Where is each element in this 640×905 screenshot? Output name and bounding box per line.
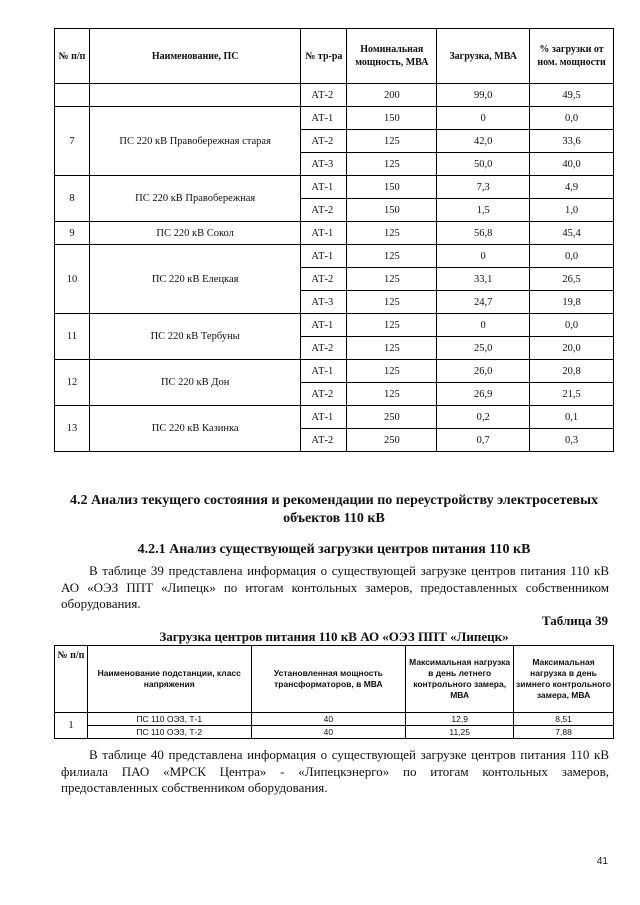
cell-transformer: АТ-2 [301,130,347,153]
col-header-rated-power: Номинальная мощность, МВА [347,29,437,84]
cell-transformer: АТ-1 [301,314,347,337]
cell-load: 25,0 [437,337,530,360]
col-header-summer-max-load: Максимальная нагрузка в день летнего контрольного замера, МВА [406,646,514,713]
cell-rated-power: 125 [347,130,437,153]
table-row [55,726,614,739]
cell-winter-load: 7,88 [514,726,614,739]
cell-transformer: АТ-1 [301,406,347,429]
row-number: 11 [55,314,90,360]
cell-substation-name [89,84,301,107]
cell-load: 7,3 [437,176,530,199]
cell-rated-power: 200 [347,84,437,107]
cell-substation-name: ПС 220 кВ Елецкая [89,245,301,314]
cell-transformer: АТ-2 [301,383,347,406]
cell-rated-power: 150 [347,176,437,199]
cell-load: 26,9 [437,383,530,406]
table-row [55,713,614,726]
cell-load-percent: 49,5 [530,84,614,107]
cell-rated-power: 250 [347,406,437,429]
cell-transformer: АТ-1 [301,222,347,245]
cell-installed-power: 40 [251,713,406,726]
row-number: 12 [55,360,90,406]
cell-rated-power: 125 [347,245,437,268]
cell-transformer: АТ-2 [301,337,347,360]
cell-substation-name: ПС 220 кВ Правобережная [89,176,301,222]
cell-load-percent: 0,0 [530,314,614,337]
table-row [55,107,614,130]
cell-load-percent: 0,3 [530,429,614,452]
table-body [55,84,614,452]
cell-load: 56,8 [437,222,530,245]
row-number: 9 [55,222,90,245]
col-header-load-percent: % загрузки от ном. мощности [530,29,614,84]
table-header-row [55,646,614,713]
cell-load: 0 [437,314,530,337]
cell-load: 0,7 [437,429,530,452]
cell-load: 99,0 [437,84,530,107]
paragraph-text: В таблице 40 представлена информация о существующей загрузке центров питания 110 кВ филиала ПАО «МРСК Центра» - «Липецкэнерго» по итогам контольных замеров, предоставленных собственником оборудования. [61,747,609,795]
cell-load-percent: 20,8 [530,360,614,383]
cell-winter-load: 8,51 [514,713,614,726]
paragraph-text: В таблице 39 представлена информация о существующей загрузке центров питания 110 кВ АО «ОЭЗ ППТ «Липецк» по итогам контольных замеров, предоставленных собственником оборудования. [61,563,609,611]
cell-substation-name: ПС 220 кВ Правобережная старая [89,107,301,176]
cell-substation-name: ПС 220 кВ Дон [89,360,301,406]
row-number: 13 [55,406,90,452]
cell-transformer: АТ-3 [301,291,347,314]
cell-summer-load: 11,25 [406,726,514,739]
cell-transformer: АТ-1 [301,360,347,383]
paragraph-table-39-intro [61,563,609,613]
col-header-name: Наименование, ПС [89,29,301,84]
cell-load: 50,0 [437,153,530,176]
cell-load-percent: 45,4 [530,222,614,245]
table-row [55,222,614,245]
cell-transformer: АТ-3 [301,153,347,176]
cell-load-percent: 1,0 [530,199,614,222]
cell-load: 1,5 [437,199,530,222]
table-row [55,314,614,337]
cell-load: 42,0 [437,130,530,153]
page-number: 41 [596,856,608,867]
row-number: 10 [55,245,90,314]
table-row [55,245,614,268]
cell-load: 0 [437,107,530,130]
table-header-row [55,29,614,84]
cell-load-percent: 4,9 [530,176,614,199]
col-header-number: № п/п [55,646,88,713]
cell-rated-power: 125 [347,360,437,383]
cell-transformer: АТ-1 [301,107,347,130]
cell-rated-power: 125 [347,314,437,337]
cell-load-percent: 26,5 [530,268,614,291]
cell-load-percent: 21,5 [530,383,614,406]
cell-summer-load: 12,9 [406,713,514,726]
table-body [55,713,614,739]
cell-load: 24,7 [437,291,530,314]
cell-transformer: АТ-2 [301,268,347,291]
col-header-winter-max-load: Максимальная нагрузка в день зимнего контрольного замера, МВА [514,646,614,713]
cell-installed-power: 40 [251,726,406,739]
cell-substation-name: ПС 220 кВ Тербуны [89,314,301,360]
cell-load: 0,2 [437,406,530,429]
cell-load-percent: 40,0 [530,153,614,176]
cell-rated-power: 250 [347,429,437,452]
cell-rated-power: 125 [347,383,437,406]
cell-load-percent: 19,8 [530,291,614,314]
cell-rated-power: 150 [347,107,437,130]
cell-load-percent: 0,0 [530,107,614,130]
cell-rated-power: 125 [347,153,437,176]
cell-rated-power: 125 [347,268,437,291]
substation-load-table-continued [54,28,614,452]
cell-substation-name: ПС 220 кВ Сокол [89,222,301,245]
col-header-substation: Наименование подстанции, класс напряжения [87,646,251,713]
table-row [55,360,614,383]
table-row [55,84,614,107]
cell-load-percent: 20,0 [530,337,614,360]
section-heading: 4.2 Анализ текущего состояния и рекомендации по переустройству электросетевых объектов 110 кВ [69,493,599,526]
cell-rated-power: 125 [347,291,437,314]
cell-rated-power: 125 [347,337,437,360]
cell-substation-name: ПС 220 кВ Казинка [89,406,301,452]
cell-transformer: АТ-2 [301,84,347,107]
cell-transformer: АТ-2 [301,429,347,452]
col-header-transformer: № тр-ра [301,29,347,84]
col-header-load: Загрузка, МВА [437,29,530,84]
cell-load-percent: 0,1 [530,406,614,429]
col-header-number: № п/п [55,29,90,84]
cell-transformer: АТ-1 [301,176,347,199]
row-number [55,84,90,107]
table-row [55,176,614,199]
cell-load: 26,0 [437,360,530,383]
cell-load: 0 [437,245,530,268]
cell-transformer: АТ-2 [301,199,347,222]
cell-rated-power: 150 [347,199,437,222]
power-centers-load-table [54,645,614,739]
cell-substation: ПС 110 ОЭЗ, Т-2 [87,726,251,739]
cell-load: 33,1 [437,268,530,291]
cell-substation: ПС 110 ОЭЗ, Т-1 [87,713,251,726]
col-header-installed-power: Установленная мощность трансформаторов, в МВА [251,646,406,713]
row-number: 8 [55,176,90,222]
cell-transformer: АТ-1 [301,245,347,268]
table-caption: Загрузка центров питания 110 кВ АО «ОЭЗ ППТ «Липецк» [159,629,509,644]
paragraph-table-40-intro [61,747,609,797]
row-number: 7 [55,107,90,176]
table-number: Таблица 39 [541,613,608,628]
table-row [55,406,614,429]
cell-rated-power: 125 [347,222,437,245]
row-number: 1 [55,713,88,739]
cell-load-percent: 0,0 [530,245,614,268]
cell-load-percent: 33,6 [530,130,614,153]
subsection-heading: 4.2.1 Анализ существующей загрузки центров питания 110 кВ [137,542,531,557]
